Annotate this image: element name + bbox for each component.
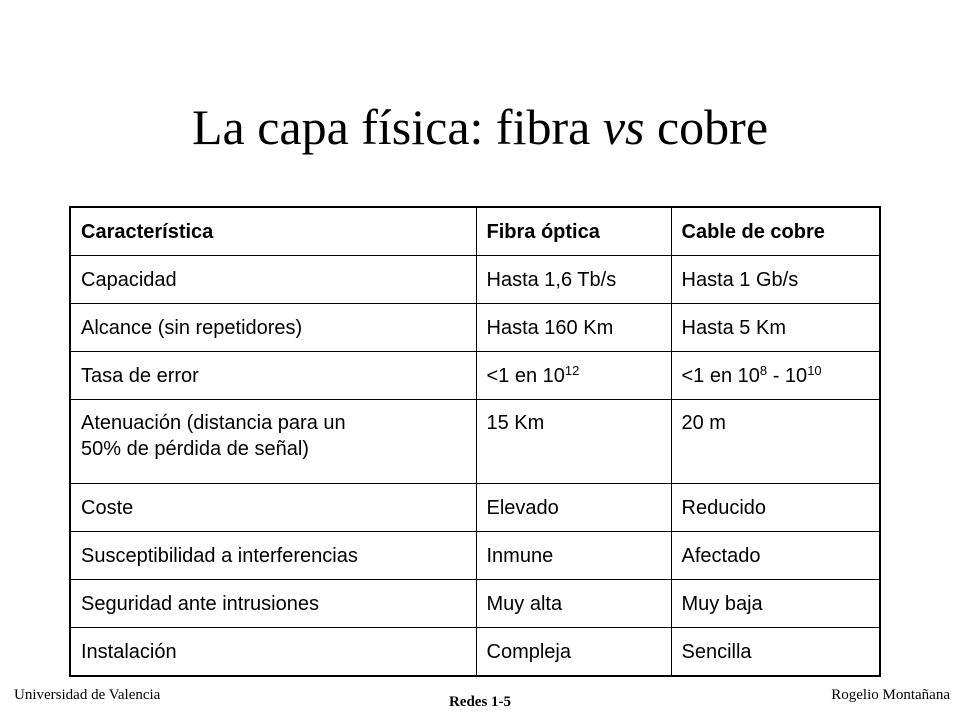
header-copper: Cable de cobre: [671, 207, 880, 256]
cell-fiber: Compleja: [476, 628, 671, 677]
feature-line-1: Atenuación (distancia para un: [81, 412, 346, 434]
cell-fiber: 15 Km: [476, 400, 671, 484]
cell-feature: Coste: [70, 484, 476, 532]
title-text-italic: vs: [602, 99, 645, 155]
table-row: [70, 256, 880, 304]
cell-feature: Instalación: [70, 628, 476, 677]
cell-fiber: Inmune: [476, 532, 671, 580]
cell-copper: Sencilla: [671, 628, 880, 677]
table-row: [70, 532, 880, 580]
cell-fiber: Hasta 1,6 Tb/s: [476, 256, 671, 304]
cell-fiber: Elevado: [476, 484, 671, 532]
copper-error-base: <1 en 10: [681, 364, 760, 387]
fiber-error-base: <1 en 10: [486, 364, 565, 387]
feature-line-2: 50% de pérdida de señal): [81, 438, 309, 460]
cell-copper: Hasta 1 Gb/s: [671, 256, 880, 304]
cell-fiber: [476, 352, 671, 400]
cell-feature: Alcance (sin repetidores): [70, 304, 476, 352]
copper-error-range: - 10: [767, 364, 808, 387]
table-header-row: [70, 207, 880, 256]
title-text-end: cobre: [644, 99, 769, 155]
cell-fiber: Hasta 160 Km: [476, 304, 671, 352]
table-row: [70, 628, 880, 677]
table-row: [70, 352, 880, 400]
table-row: [70, 304, 880, 352]
cell-fiber: Muy alta: [476, 580, 671, 628]
cell-feature: [70, 400, 476, 484]
cell-copper: [671, 352, 880, 400]
cell-feature: Tasa de error: [70, 352, 476, 400]
footer-author: Rogelio Montañana: [831, 687, 950, 703]
cell-copper: Hasta 5 Km: [671, 304, 880, 352]
fiber-error-exponent: 12: [564, 362, 580, 378]
cell-feature: Seguridad ante intrusiones: [70, 580, 476, 628]
cell-copper: Afectado: [671, 532, 880, 580]
title-text-start: La capa física: fibra: [191, 99, 603, 155]
table-row: [70, 580, 880, 628]
cell-feature: Susceptibilidad a interferencias: [70, 532, 476, 580]
slide-title: [0, 92, 960, 162]
table-row: [70, 400, 880, 484]
cell-copper: Muy baja: [671, 580, 880, 628]
cell-feature: Capacidad: [70, 256, 476, 304]
comparison-table: [69, 206, 881, 677]
cell-copper: Reducido: [671, 484, 880, 532]
table-row: [70, 484, 880, 532]
copper-error-exponent-2: 10: [807, 362, 822, 378]
header-feature: Característica: [70, 207, 476, 256]
copper-error-exponent: 8: [759, 362, 768, 378]
footer-slide-number: Redes 1-5: [448, 694, 512, 710]
header-fiber: Fibra óptica: [476, 207, 671, 256]
cell-copper: 20 m: [671, 400, 880, 484]
footer-institution: Universidad de Valencia: [14, 687, 161, 703]
